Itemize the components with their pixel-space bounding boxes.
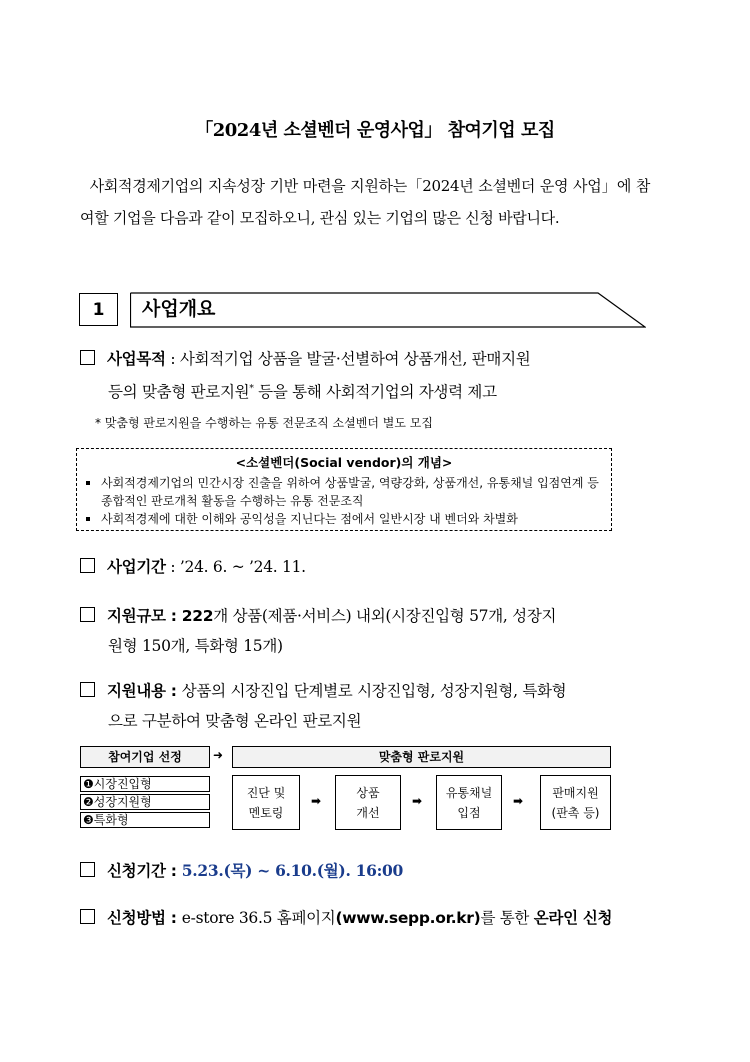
step-line: 멘토링 — [248, 805, 284, 820]
apply-period-value: 5.23.(목) ~ 6.10.(월). 16:00 — [181, 861, 404, 880]
step-line: 상품 — [356, 785, 380, 800]
apply-method-emphasis: 온라인 신청 — [533, 909, 613, 927]
section-number: 1 — [79, 293, 118, 326]
apply-period-label: 신청기간 : — [107, 862, 182, 880]
concept-box — [76, 448, 612, 531]
content-item — [80, 676, 655, 736]
step-box — [540, 775, 611, 830]
step-box — [335, 775, 401, 830]
page-title: 「2024년 소셜벤더 운영사업」 참여기업 모집 — [195, 120, 555, 141]
type-item: ❶시장진입형 — [80, 776, 210, 792]
concept-item: 사회적경제기업의 민간시장 진출을 위하여 상품발굴, 역량강화, 상품개선, 유통채널 입점연계 등 종합적인 판로개척 활동을 수행하는 유통 전문조직 — [101, 474, 611, 510]
apply-method-text: e-store 36.5 홈페이지 — [181, 909, 336, 927]
apply-method-item — [80, 903, 655, 933]
step-line: 판매지원 — [552, 785, 599, 800]
step-line: 개선 — [356, 805, 380, 820]
checkbox-icon — [80, 682, 95, 697]
concept-heading: <소셜벤더(Social vendor)의 개념> — [235, 455, 453, 470]
step-line: 진단 및 — [246, 785, 286, 800]
concept-list — [77, 474, 611, 528]
right-arrow-icon: ➡ — [412, 794, 423, 808]
select-header: 참여기업 선정 — [80, 746, 210, 768]
content-label: 지원내용 : — [107, 682, 182, 700]
content-text-2: 으로 구분하여 맞춤형 온라인 판로지원 — [108, 712, 362, 730]
apply-method-label: 신청방법 : — [107, 909, 182, 927]
purpose-item — [80, 344, 655, 407]
purpose-text: : 사회적기업 상품을 발굴·선별하여 상품개선, 판매지원 — [165, 350, 531, 368]
scale-text: 개 상품(제품·서비스) 내외(시장진입형 57개, 성장지 — [213, 607, 557, 625]
right-arrow-icon: ➜ — [213, 748, 224, 762]
step-box — [232, 775, 300, 830]
purpose-text-2: 등의 맞춤형 판로지원 — [108, 383, 250, 402]
footnote: * 맞춤형 판로지원을 수행하는 유통 전문조직 소셜벤더 별도 모집 — [95, 416, 433, 430]
purpose-text-3: 등을 통해 사회적기업의 자생력 제고 — [253, 383, 497, 402]
step-line: (판촉 등) — [551, 805, 600, 820]
checkbox-icon — [80, 607, 95, 622]
checkbox-icon — [80, 909, 95, 924]
section-title: 사업개요 — [142, 298, 216, 320]
scale-item — [80, 601, 655, 661]
checkbox-icon — [80, 558, 95, 573]
step-box — [436, 775, 502, 830]
step-line: 입점 — [457, 805, 481, 820]
period-text: : ’24. 6. ~ ’24. 11. — [165, 558, 306, 576]
footnote-mark: * — [249, 384, 254, 394]
period-item — [80, 552, 655, 582]
intro-text: 사회적경제기업의 지속성장 기반 마련을 지원하는「2024년 소셜벤더 운영 사업」에 참여할 기업을 다음과 같이 모집하오니, 관심 있는 기업의 많은 신청 바랍니다. — [80, 177, 651, 227]
scale-label: 지원규모 : — [107, 607, 182, 625]
step-line: 유통채널 — [445, 785, 493, 800]
checkbox-icon — [80, 862, 95, 877]
scale-count: 222 — [181, 607, 214, 625]
type-item: ❷성장지원형 — [80, 794, 210, 810]
purpose-label: 사업목적 — [107, 350, 166, 368]
checkbox-icon — [80, 350, 95, 365]
right-arrow-icon: ➡ — [513, 794, 524, 808]
scale-text-2: 원형 150개, 특화형 15개) — [108, 637, 283, 655]
right-arrow-icon: ➡ — [311, 794, 322, 808]
apply-method-text-2: 를 통한 — [480, 909, 534, 927]
apply-url-link[interactable]: (www.sepp.or.kr) — [335, 909, 481, 927]
type-item: ❸특화형 — [80, 812, 210, 828]
concept-item: 사회적경제에 대한 이해와 공익성을 지닌다는 점에서 일반시장 내 벤더와 차별화 — [101, 510, 611, 528]
support-header: 맞춤형 판로지원 — [232, 746, 611, 768]
content-text: 상품의 시장진입 단계별로 시장진입형, 성장지원형, 특화형 — [181, 682, 567, 700]
apply-period-item — [80, 856, 655, 886]
period-label: 사업기간 — [107, 558, 166, 576]
intro-paragraph — [80, 170, 650, 234]
